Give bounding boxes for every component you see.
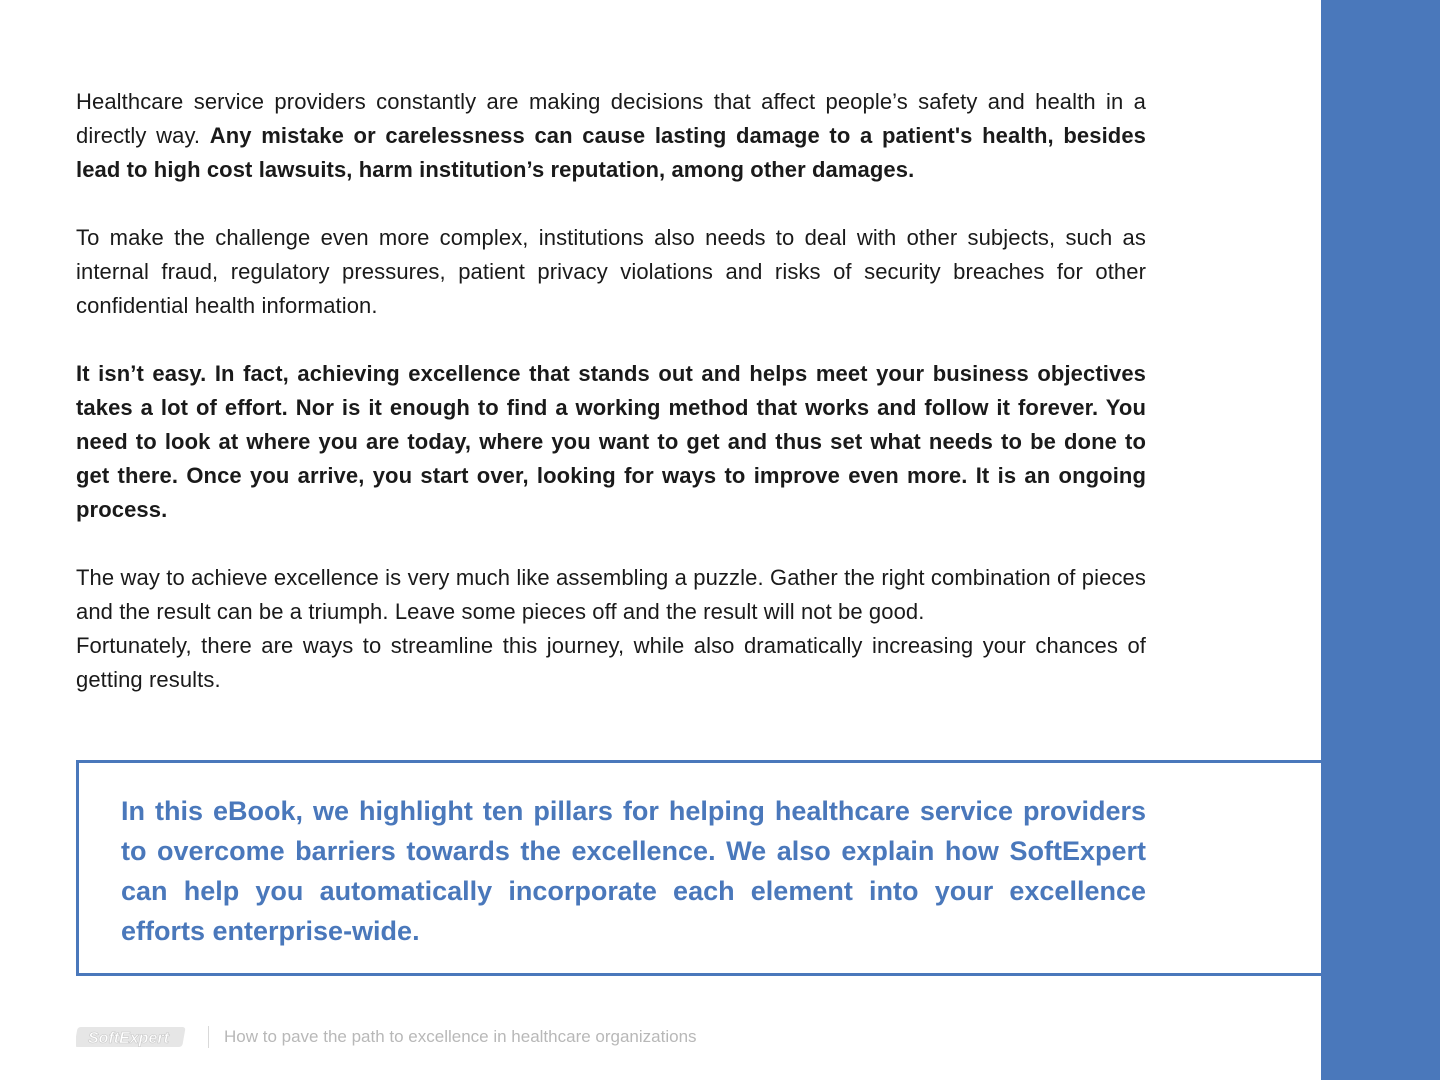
paragraph-ongoing-process: It isn’t easy. In fact, achieving excellence that stands out and helps meet your business objectives takes a lot of effort. Nor is it enough to find a working method that works and follow it forever. You need to look at where you are today, where you want to get and thus set what needs to be done to get there. Once you arrive, you start over, looking for ways to improve even more. It is an ongoing process. [76,361,1146,522]
paragraph-puzzle-line2: Fortunately, there are ways to streamline this journey, while also dramatically increasing your chances of getting results. [76,633,1146,692]
page-footer [76,1022,697,1052]
softexpert-logo-graphic [76,1025,188,1049]
paragraph-challenge: To make the challenge even more complex, institutions also needs to deal with other subjects, such as internal fraud, regulatory pressures, patient privacy violations and risks of security breaches for other confidential health information. [76,225,1146,318]
highlight-callout-box [76,760,1321,976]
softexpert-logo [76,1025,188,1049]
footer-document-title: How to pave the path to excellence in healthcare organizations [224,1027,697,1046]
paragraph-intro-bold: Any mistake or carelessness can cause lasting damage to a patient's health, besides lead to high cost lawsuits, harm institution’s reputation, among other damages. [76,123,1146,182]
accent-sidebar [1321,0,1440,1080]
callout-text: In this eBook, we highlight ten pillars for helping healthcare service providers to overcome barriers towards the excellence. We also explain how SoftExpert can help you automatically incorporate each element into your excellence efforts enterprise-wide. [121,796,1146,946]
paragraph-puzzle-line1: The way to achieve excellence is very much like assembling a puzzle. Gather the right combination of pieces and the result can be a triumph. Leave some pieces off and the result will not be good. [76,565,1146,624]
paragraph-intro-normal: Healthcare service providers constantly are making decisions that affect people’s safety and health in a directly way. [76,89,1146,148]
paragraph-intro [76,85,1146,187]
logo-wordmark: SoftExpert [88,1030,169,1047]
body-content [76,85,1146,731]
paragraph-puzzle [76,561,1146,697]
footer-divider [208,1026,209,1048]
